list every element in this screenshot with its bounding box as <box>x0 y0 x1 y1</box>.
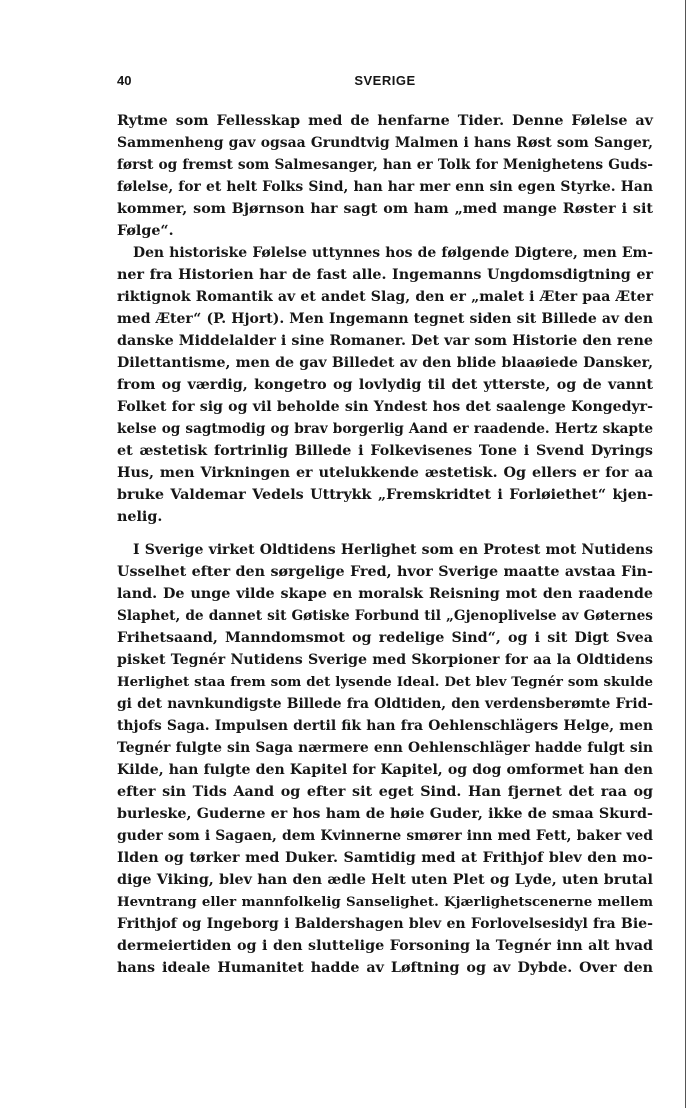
text-line: thjofs Saga. Impulsen dertil fik han fra Oehlenschlägers Helge, men <box>117 718 653 734</box>
running-head: SVERIGE <box>354 73 416 88</box>
text-line: Hevntrang eller mannfolkelig Sanselighet. Kjærlighetscenerne mellem <box>117 894 653 910</box>
text-line: dige Viking, blev han den ædle Helt uten Plet og Lyde, uten brutal <box>117 872 653 888</box>
paragraph-3 <box>117 539 653 979</box>
text-line: burleske, Guderne er hos ham de høie Guder, ikke de smaa Skurd- <box>117 806 653 822</box>
text-line: først og fremst som Salmesanger, han er Tolk for Menighetens Guds- <box>117 157 653 173</box>
text-line: ner fra Historien har de fast alle. Ingemanns Ungdomsdigtning er <box>117 267 653 283</box>
text-line: Hus, men Virkningen er utelukkende æstetisk. Og ellers er for aa <box>117 465 653 481</box>
text-line: et æstetisk fortrinlig Billede i Folkevisenes Tone i Svend Dyrings <box>117 443 653 459</box>
text-line: danske Middelalder i sine Romaner. Det var som Historie den rene <box>117 333 653 349</box>
text-line: I Sverige virket Oldtidens Herlighet som en Protest mot Nutidens <box>133 542 653 558</box>
text-line: Frihetsaand, Manndomsmot og redelige Sind“, og i sit Digt Svea <box>117 630 653 646</box>
text-line: følelse, for et helt Folks Sind, han har mer enn sin egen Styrke. Han <box>117 179 653 195</box>
text-line: med Æter“ (P. Hjort). Men Ingemann tegnet siden sit Billede av den <box>117 311 653 327</box>
text-line: dermeiertiden og i den sluttelige Forsoning la Tegnér inn alt hvad <box>117 938 653 954</box>
text-line: Rytme som Fellesskap med de henfarne Tider. Denne Følelse av <box>117 113 653 129</box>
text-line: Folket for sig og vil beholde sin Yndest hos det saalenge Kongedyr- <box>117 399 653 415</box>
text-line: Tegnér fulgte sin Saga nærmere enn Oehlenschläger hadde fulgt sin <box>117 740 653 756</box>
page-header <box>117 73 653 91</box>
text-line: Herlighet staa frem som det lysende Ideal. Det blev Tegnér som skulde <box>117 674 653 690</box>
page-number: 40 <box>117 73 132 88</box>
text-line: Ilden og tørker med Duker. Samtidig med at Frithjof blev den mo- <box>117 850 653 866</box>
text-line: Den historiske Følelse uttynnes hos de følgende Digtere, men Em- <box>133 245 653 261</box>
text-line: nelig. <box>117 509 163 525</box>
text-line: Følge“. <box>117 223 174 239</box>
text-line: land. De unge vilde skape en moralsk Reisning mot den raadende <box>117 586 653 602</box>
paragraph-1 <box>117 110 653 242</box>
text-line: Kilde, han fulgte den Kapitel for Kapitel, og dog omformet han den <box>117 762 653 778</box>
text-line: Dilettantisme, men de gav Billedet av den blide blaaøiede Dansker, <box>117 355 653 371</box>
text-line: efter sin Tids Aand og efter sit eget Sind. Han fjernet det raa og <box>117 784 653 800</box>
page-edge-line <box>685 0 686 1108</box>
text-line: Usselhet efter den sørgelige Fred, hvor Sverige maatte avstaa Fin- <box>117 564 653 580</box>
text-line: from og værdig, kongetro og lovlydig til det ytterste, og de vannt <box>117 377 653 393</box>
text-line: bruke Valdemar Vedels Uttrykk „Fremskridtet i Forløiethet“ kjen- <box>117 487 653 503</box>
text-line: Sammenheng gav ogsaa Grundtvig Malmen i hans Røst som Sanger, <box>117 135 653 151</box>
text-line: Slaphet, de dannet sit Gøtiske Forbund til „Gjenoplivelse av Gøternes <box>117 608 653 624</box>
text-line: pisket Tegnér Nutidens Sverige med Skorpioner for aa la Oldtidens <box>117 652 653 668</box>
text-line: gi det navnkundigste Billede fra Oldtiden, den verdensberømte Frid- <box>117 696 653 712</box>
text-line: guder som i Sagaen, dem Kvinnerne smører inn med Fett, baker ved <box>117 828 653 844</box>
text-line: Frithjof og Ingeborg i Baldershagen blev en Forlovelsesidyl fra Bie- <box>117 916 653 932</box>
text-line: kelse og sagtmodig og brav borgerlig Aand er raadende. Hertz skapte <box>117 421 653 437</box>
text-line: riktignok Romantik av et andet Slag, den er „malet i Æter paa Æter <box>117 289 653 305</box>
text-line: kommer, som Bjørnson har sagt om ham „med mange Røster i sit <box>117 201 653 217</box>
text-line: hans ideale Humanitet hadde av Løftning og av Dybde. Over den <box>117 960 653 976</box>
paragraph-2 <box>117 242 653 528</box>
